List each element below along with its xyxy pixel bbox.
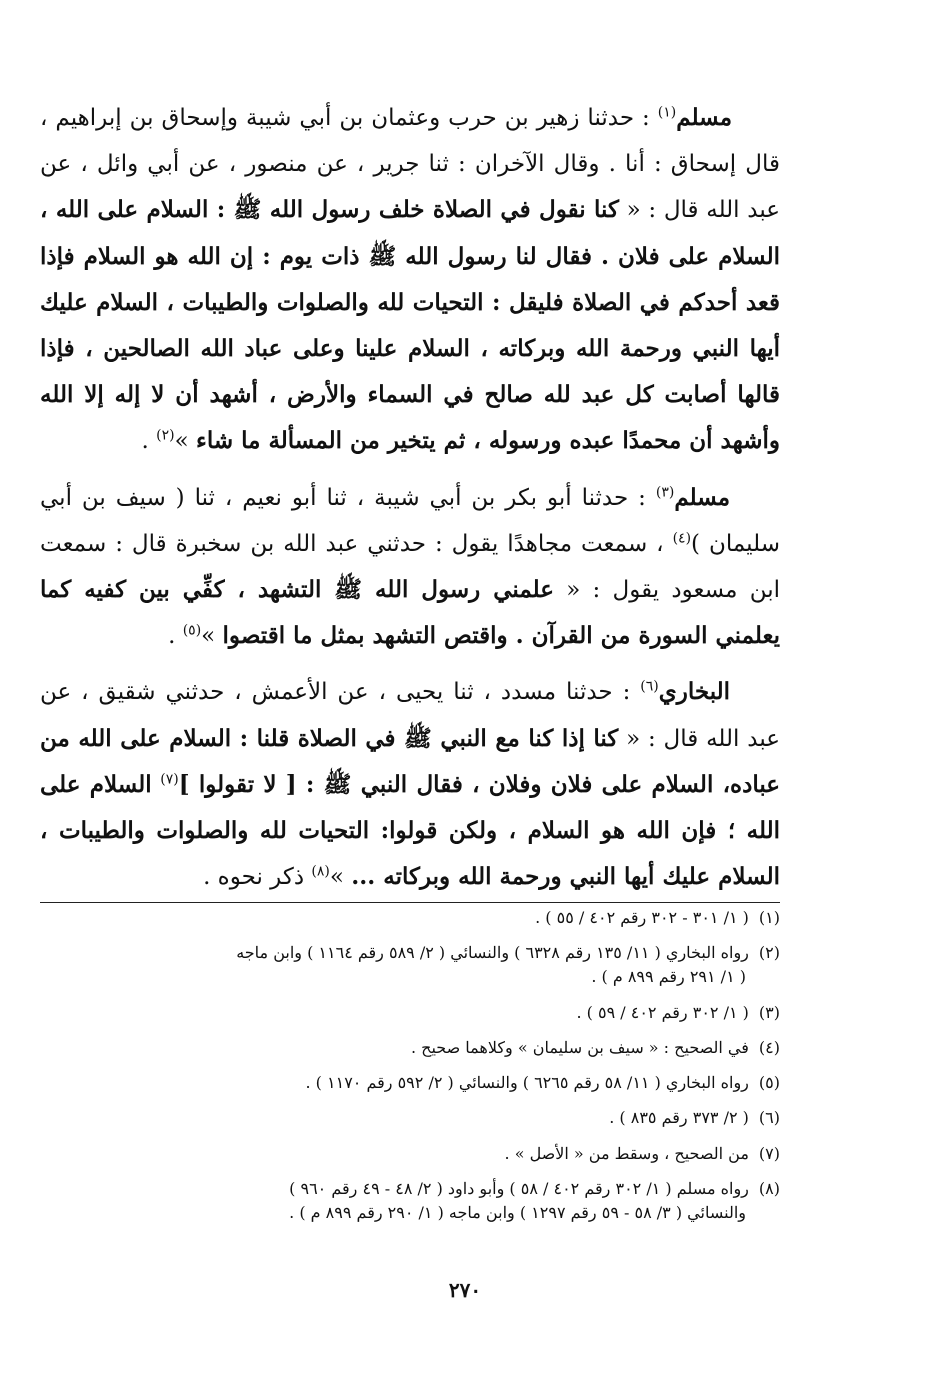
main-text — [40, 95, 780, 900]
chain-text-2: ، سمعت مجاهدًا يقول : حدثني عبد الله بن سخبرة قال : سمعت ابن مسعود يقول : « — [40, 530, 780, 604]
tail-text: ذكر نحوه . — [203, 864, 305, 891]
footnote-ref: (٢) — [156, 427, 175, 444]
footnote-4 — [40, 1036, 780, 1060]
quote-close: » — [174, 428, 189, 455]
source-name: مسلم — [674, 483, 731, 511]
footnote-text-continued: ( ١/ ٢٩١ رقم ٨٩٩ م ) . — [591, 967, 746, 987]
footnote-3 — [40, 1001, 780, 1025]
source-name: البخاري — [658, 678, 731, 706]
footnote-number: (٥) — [758, 1073, 780, 1093]
footnote-text: ( ٢/ ٣٧٣ رقم ٨٣٥ ) . — [609, 1108, 749, 1128]
footnote-number: (٨) — [758, 1179, 780, 1199]
footnote-ref: (٧) — [160, 771, 179, 788]
footnote-6 — [40, 1106, 780, 1130]
footnote-5 — [40, 1071, 780, 1095]
source-name: مسلم — [676, 104, 733, 131]
paragraph-muslim-2 — [40, 475, 780, 660]
footnote-text-continued: والنسائي ( ٣/ ٥٨ - ٥٩ رقم ١٢٩٧ ) وابن ماجه ( ١/ ٢٩٠ رقم ٨٩٩ م ) . — [289, 1203, 746, 1223]
hadith-quote: علمني رسول الله ﷺ التشهد ، كفِّي بين كفيه كما يعلمني السورة من القرآن . واقتص التشهد بمثل ما اقتصوا — [40, 576, 780, 650]
footnote-number: (٧) — [758, 1143, 780, 1163]
footnote-number: (٤) — [758, 1037, 780, 1057]
footnote-ref: (٤) — [672, 530, 692, 547]
footnote-divider — [40, 902, 780, 903]
chain-text: : حدثنا زهير بن حرب وعثمان بن أبي شيبة وإسحاق بن إبراهيم ، قال إسحاق : أنا . وقال الآخران : ثنا جرير ، عن منصور ، عن أبي وائل ، عن عبد الله قال : « — [40, 105, 781, 224]
paragraph-bukhari — [40, 669, 780, 900]
chain-text: : حدثنا مسدد ، ثنا يحيى ، عن الأعمش ، حدثني شقيق ، عن عبد الله قال : « — [40, 679, 781, 752]
footnote-7 — [40, 1142, 780, 1166]
footnote-ref: (١) — [657, 104, 677, 121]
footnote-text: من الصحيح ، وسقط من « الأصل » . — [504, 1143, 749, 1163]
footnote-number: (١) — [758, 908, 780, 927]
footnote-ref: (٨) — [311, 863, 330, 880]
footnote-text: ( ١/ ٣٠٢ رقم ٤٠٢ / ٥٩ ) . — [576, 1002, 749, 1022]
footnote-number: (٦) — [758, 1108, 780, 1128]
footnotes — [40, 906, 780, 1236]
footnote-text: رواه البخاري ( ١١/ ٥٨ رقم ٦٢٦٥ ) والنسائي ( ٢/ ٥٩٢ رقم ١١٧٠ ) . — [305, 1073, 749, 1093]
page-number: ٢٧٠ — [448, 1278, 482, 1302]
chain-text: : حدثنا أبو بكر بن أبي شيبة ، ثنا أبو نعيم ، ثنا ( سيف بن أبي سليمان ) — [40, 484, 780, 557]
tail-text: . — [141, 428, 149, 455]
footnote-ref: (٥) — [182, 622, 202, 639]
quote-close: » — [329, 864, 344, 891]
footnote-text: رواه البخاري ( ١١/ ١٣٥ رقم ٦٣٢٨ ) والنسائي ( ٢/ ٥٨٩ رقم ١١٦٤ ) وابن ماجه — [236, 943, 749, 963]
footnote-number: (٣) — [758, 1002, 780, 1022]
tail-text: . — [168, 623, 176, 650]
footnote-ref: (٣) — [655, 483, 675, 500]
hadith-quote: كنا نقول في الصلاة خلف رسول الله ﷺ : السلام على الله ، السلام على فلان . فقال لنا رسول الله ﷺ ذات يوم : إن الله هو السلام فإذا قعد أحدكم في الصلاة فليقل : التحيات لله والصلوات والطيبات ، السلام عليك أيها النبي ورحمة الله وبركاته ، السلام علينا وعلى عباد الله الصالحين ، فإذا قالها أصابت كل عبد لله صالح في السماء والأرض ، أشهد أن لا إله إلا الله وأشهد أن محمدًا عبده ورسوله ، ثم يتخير من المسألة ما شاء — [40, 196, 780, 455]
footnote-number: (٢) — [758, 943, 780, 963]
footnote-1 — [40, 906, 780, 930]
footnote-text: رواه مسلم ( ١/ ٣٠٢ رقم ٤٠٢ / ٥٨ ) وأبو داود ( ٢/ ٤٨ - ٤٩ رقم ٩٦٠ ) — [289, 1179, 749, 1199]
footnote-text: في الصحيح : « سيف بن سليمان » وكلاهما صحيح . — [410, 1037, 749, 1057]
hadith-quote-2: السلام على الله ؛ فإن الله هو السلام ، ولكن قولوا: التحيات لله والصلوات والطيبات ، السلام عليك أيها النبي ورحمة الله وبركاته ... — [40, 770, 780, 891]
hadith-quote: كنا إذا كنا مع النبي ﷺ في الصلاة قلنا : السلام على الله من عباده، السلام على فلان وفلان ، فقال النبي ﷺ : [ لا تقولوا ] — [40, 724, 780, 798]
footnote-2 — [40, 941, 780, 989]
footnote-ref: (٦) — [640, 678, 659, 695]
footnote-8 — [40, 1177, 780, 1225]
footnote-text: ( ١/ ٣٠١ - ٣٠٢ رقم ٤٠٢ / ٥٥ ) . — [535, 908, 749, 927]
quote-close: » — [201, 623, 216, 650]
paragraph-muslim-1 — [40, 95, 780, 465]
